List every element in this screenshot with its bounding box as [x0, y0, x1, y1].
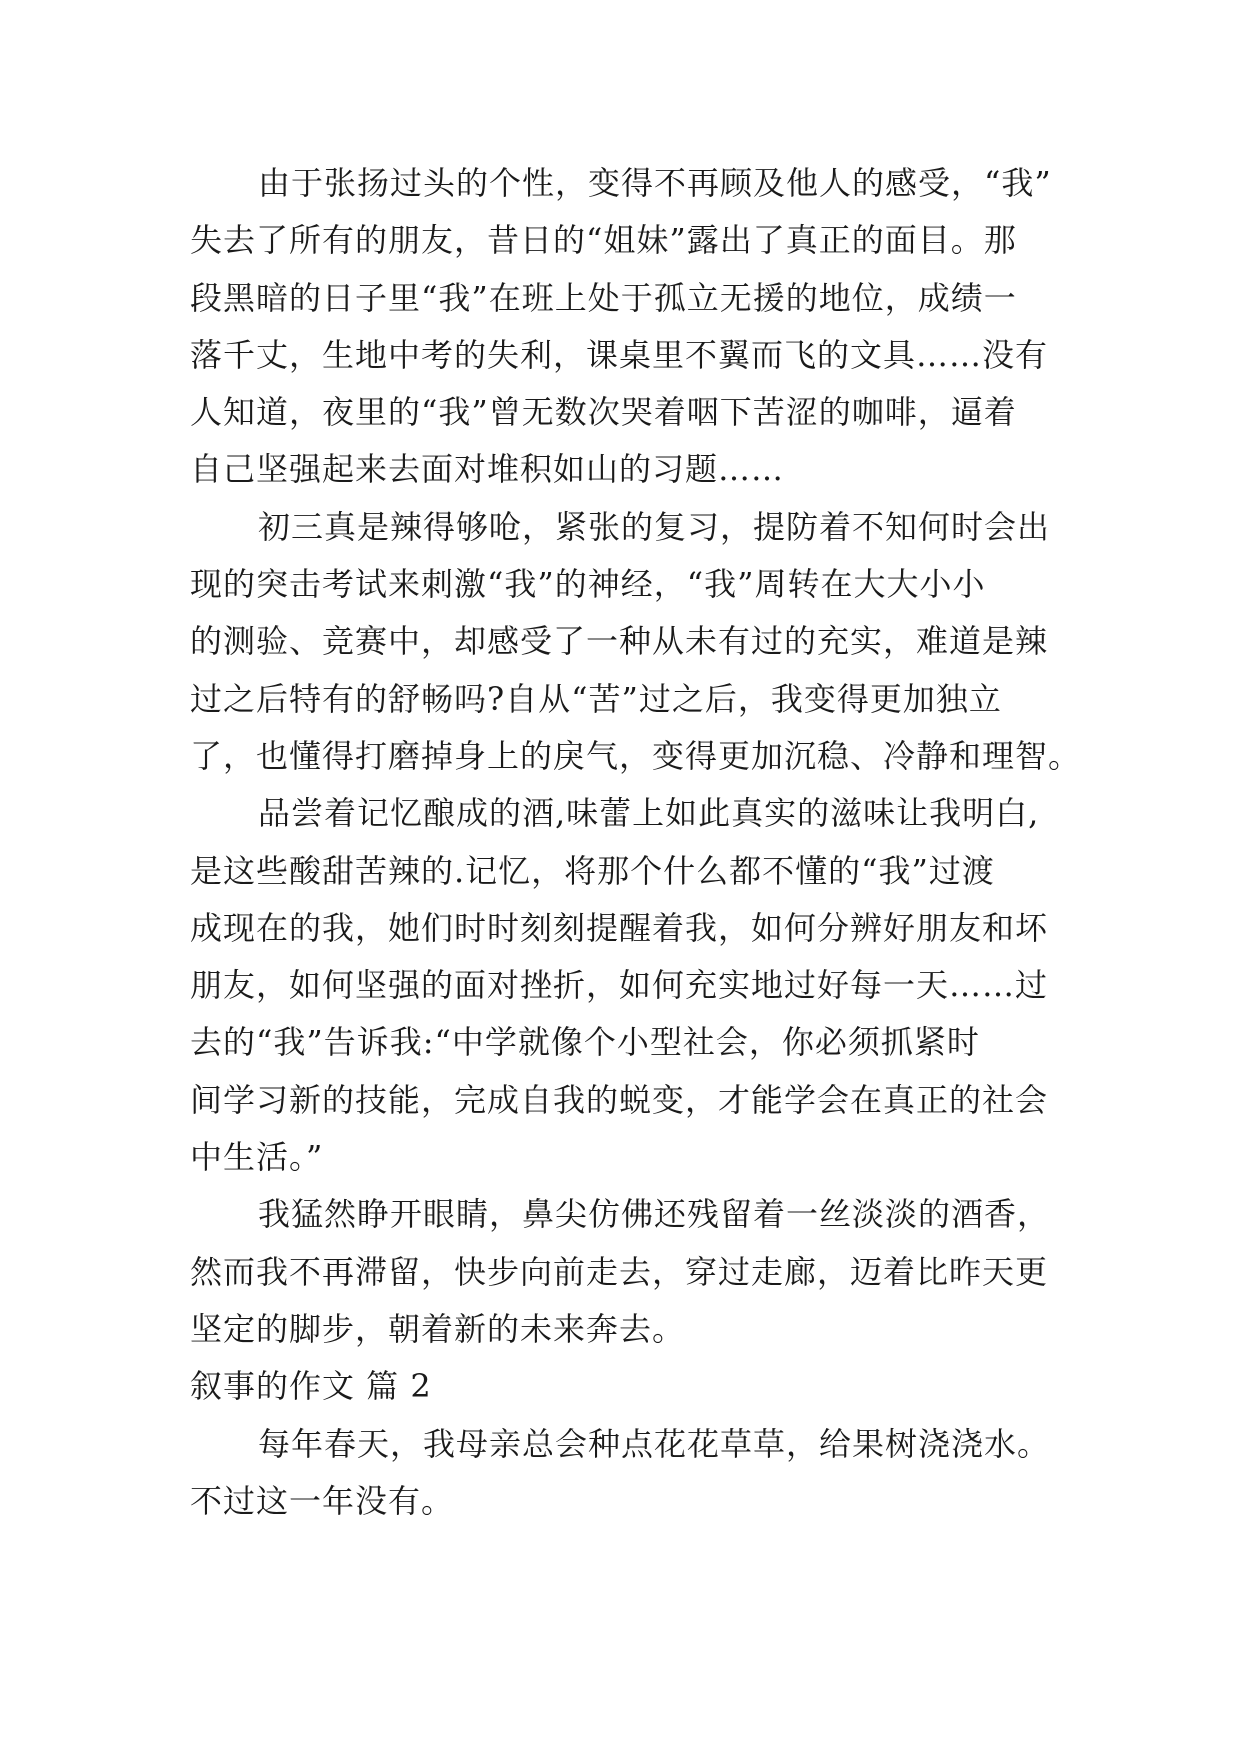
section-heading: 叙事的作文 篇 2 — [190, 1367, 432, 1406]
text-line: 落千丈，生地中考的失利，课桌里不翼而飞的文具……没有 — [190, 335, 1049, 374]
text-line: 初三真是辣得够呛，紧张的复习，提防着不知何时会出 — [258, 507, 1051, 546]
paragraph — [190, 155, 1060, 499]
text-line: 人知道，夜里的“我”曾无数次哭着咽下苦涩的咖啡，逼着 — [190, 393, 1017, 432]
text-line: 然而我不再滞留，快步向前走去，穿过走廊，迈着比昨天更 — [190, 1252, 1049, 1291]
text-line: 失去了所有的朋友，昔日的“姐妹”露出了真正的面目。那 — [190, 221, 1017, 260]
text-line: 了，也懂得打磨掉身上的戾气，变得更加沉稳、冷静和理智。 — [190, 736, 1082, 775]
text-line: 朋友，如何坚强的面对挫折，如何充实地过好每一天……过 — [190, 966, 1049, 1005]
paragraph — [190, 1186, 1060, 1358]
text-line: 中生活。” — [190, 1138, 324, 1177]
body-text — [190, 155, 1082, 1530]
paragraph — [190, 499, 1082, 785]
text-line: 由于张扬过头的个性，变得不再顾及他人的感受，“我” — [258, 164, 1052, 202]
paragraph — [190, 785, 1060, 1186]
text-line: 的测验、竞赛中，却感受了一种从未有过的充实，难道是辣 — [190, 622, 1049, 661]
text-line: 每年春天，我母亲总会种点花花草草，给果树浇浇水。 — [258, 1424, 1051, 1463]
paragraph — [190, 1416, 1060, 1531]
text-line: 间学习新的技能，完成自我的蜕变，才能学会在真正的社会 — [190, 1080, 1049, 1119]
text-line: 坚定的脚步，朝着新的未来奔去。 — [190, 1309, 686, 1348]
text-line: 自己坚强起来去面对堆积如山的习题…… — [190, 450, 785, 489]
text-line: 现的突击考试来刺激“我”的神经，“我”周转在大大小小 — [190, 565, 986, 604]
text-line: 是这些酸甜苦辣的.记忆，将那个什么都不懂的“我”过渡 — [190, 851, 995, 890]
text-line: 品尝着记忆酿成的酒,味蕾上如此真实的滋味让我明白, — [258, 794, 1040, 833]
text-line: 我猛然睁开眼睛，鼻尖仿佛还残留着一丝淡淡的酒香， — [258, 1195, 1051, 1234]
text-line: 去的“我”告诉我:“中学就像个小型社会，你必须抓紧时 — [190, 1023, 980, 1062]
text-line: 过之后特有的舒畅吗?自从“苦”过之后，我变得更加独立 — [190, 679, 1002, 718]
text-line: 段黑暗的日子里“我”在班上处于孤立无援的地位，成绩一 — [190, 278, 1017, 317]
text-line: 成现在的我，她们时时刻刻提醒着我，如何分辨好朋友和坏 — [190, 908, 1049, 947]
text-line: 不过这一年没有。 — [190, 1481, 455, 1520]
